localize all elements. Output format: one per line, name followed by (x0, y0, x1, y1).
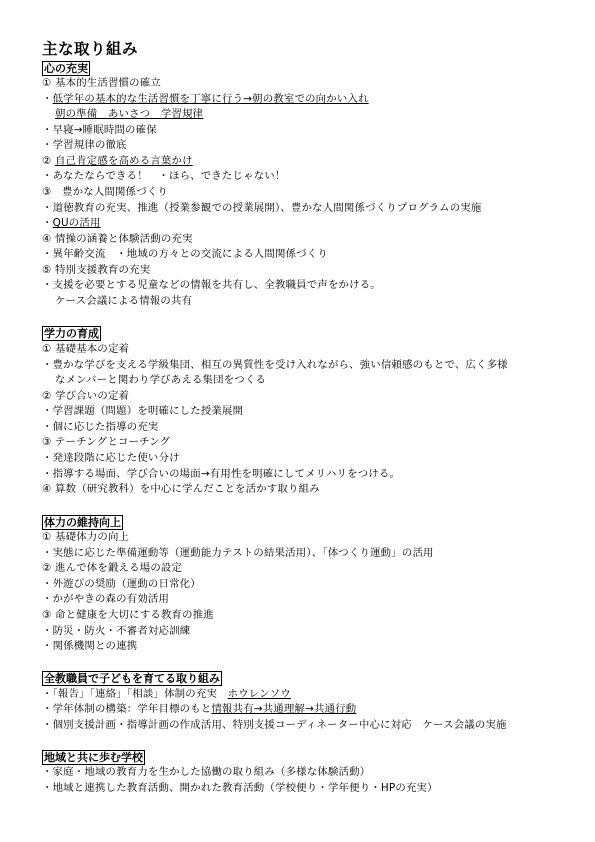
text-line: ③ 豊かな人間関係づくり (42, 186, 169, 198)
text-line (42, 155, 193, 168)
text-line (42, 93, 369, 106)
text-line: ・異年齢交流 ・地域の方々との交流による人間関係づくり (42, 248, 328, 260)
underlined-text: 情報共有→共通理解→共通行動 (211, 703, 357, 715)
page-title: 主な取り組み (42, 40, 139, 58)
section-heading-heart: 心の充実 (44, 62, 88, 75)
text-line: ・早寝→睡眠時間の確保 (42, 124, 157, 136)
text-line: ・豊かな学びを支える学級集団、相互の異質性を受け入れながら、強い信頼感のもとで、広く多様 (42, 359, 508, 371)
underlined-text: 自己肯定感を高める言葉かけ (55, 155, 193, 167)
text-line: ④ 算数（研究教科）を中心に学んだことを活かす取り組み (42, 483, 320, 495)
underlined-text: QUの活用 (52, 217, 101, 229)
underlined-text: 低学年の基本的な生活習慣を丁寧に行う→朝の教室での向かい入れ (52, 93, 369, 105)
text-line: ・指導する場面、学び合いの場面→有用性を明確にしてメリハリをつける。 (42, 468, 401, 480)
text-line (42, 217, 101, 230)
section-heading-academics: 学力の育成 (44, 327, 99, 340)
section-heading-fitness: 体力の維持向上 (44, 516, 121, 529)
section-heading-community: 地域と共に歩む学校 (44, 751, 143, 764)
text-line: ① 基本的生活習慣の確立 (42, 77, 161, 89)
text-line: ・個別支援計画・指導計画の作成活用、特別支援コーディネーター中心に対応 ケース会議の実施 (42, 719, 507, 731)
text-line (42, 703, 356, 716)
underlined-text: ホウレンソウ (227, 688, 291, 700)
text-line: ② 学び合いの定着 (42, 390, 130, 402)
text-line: ・防災・防火・不審者対応訓練 (42, 625, 191, 637)
section-heading-all-staff: 全教職員で子どもを育てる取り組み (44, 672, 220, 685)
text-span: ・学年体制の構築：学年目標のもと (42, 703, 212, 715)
text-line: ① 基礎体力の向上 (42, 531, 130, 543)
text-line: ② 進んで体を鍛える場の設定 (42, 562, 183, 574)
text-line: ③ テーチングとコーチング (42, 436, 171, 448)
text-line: ④ 情操の涵養と体験活動の充実 (42, 233, 193, 245)
underlined-text: 朝の準備 あいさつ 学習規律 (55, 108, 204, 120)
text-line: ・地域と連携した教育活動、開かれた教育活動（学校便り・学年便り・HPの充実） (42, 782, 438, 794)
text-line: ・学習規律の徹底 (42, 139, 127, 151)
text-span: ・「報告」「連絡」「相談」体制の充実 (42, 688, 228, 700)
text-line: ・実態に応じた準備運動等（運動能力テストの結果活用）、「体つくり運動」の活用 (42, 547, 434, 559)
text-line: なメンバーと関わり学びあえる集団をつくる (55, 374, 267, 386)
text-line: ・関係機関との連携 (42, 640, 138, 652)
text-line: ① 基礎基本の定着 (42, 343, 130, 355)
text-line: ・発達段階に応じた使い分け (42, 452, 180, 464)
text-line: ・個に応じた指導の充実 (42, 421, 159, 433)
text-line: ⑤ 特別支援教育の充実 (42, 264, 151, 276)
text-line: ケース会議による情報の共有 (55, 295, 193, 307)
text-line (55, 108, 203, 121)
text-line: ・学習課題（問題）を明確にした授業展開 (42, 405, 244, 417)
text-line: ③ 命と健康を大切にする教育の推進 (42, 609, 214, 621)
bullet: ・ (42, 217, 53, 229)
text-line: ・家庭・地域の教育力を生かした協働の取り組み（多様な体験活動） (42, 766, 371, 778)
text-line: ・外遊びの奨励（運動の日常化） (42, 578, 201, 590)
number-marker: ② (42, 155, 56, 167)
text-line: ・道徳教育の充実、推進（授業参観での授業展開）、豊かな人間関係づくりプログラムの実施 (42, 202, 482, 214)
text-line: ・支援を必要とする児童などの情報を共有し、全教職員で声をかける。 (42, 279, 381, 291)
bullet: ・ (42, 93, 53, 105)
text-line: ・あなたならできる！ ・ほら、できたじゃない！ (42, 170, 286, 182)
text-line (42, 688, 291, 701)
text-line: ・かがやきの森の有効活用 (42, 593, 170, 605)
